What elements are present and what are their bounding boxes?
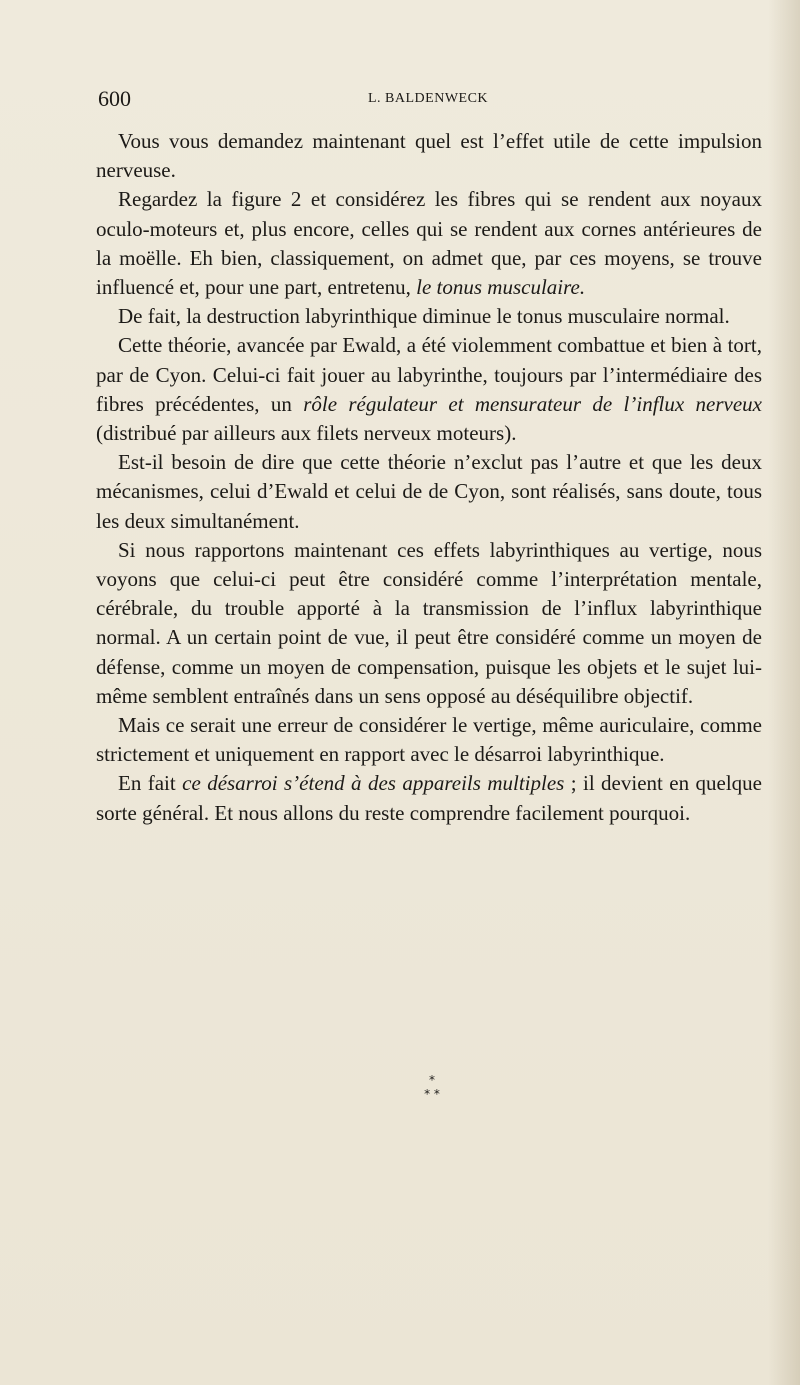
italic-text: ce désarroi s’étend à des appareils multiples — [182, 771, 565, 796]
paragraph — [96, 448, 762, 536]
text-run: (distribué par ailleurs aux filets nerveux moteurs). — [96, 421, 517, 446]
text-run: Est-il besoin de dire que cette théorie n’exclut pas l’autre et que les deux mécanismes, celui d’Ewald et celui de de Cyon, sont réalisés, sans doute, tous les deux simultanément. — [96, 450, 762, 533]
page-header — [98, 86, 770, 116]
section-ornament — [412, 1073, 452, 1101]
page-number: 600 — [98, 86, 131, 111]
body-text — [96, 127, 762, 828]
text-run: Cette théorie, avancée par Ewald, a été violemment combattue et bien à tort, par de Cyon. Celui-ci fait jouer au labyrinthe, toujours par l’intermédiaire des fibres précédentes, un — [96, 333, 762, 416]
text-run: ; il devient en quelque sorte général. Et nous allons du reste comprendre facilement pourquoi. — [96, 771, 762, 825]
ornament-bottom: * * — [424, 1087, 440, 1101]
paragraph — [96, 302, 762, 331]
text-run: Regardez la figure 2 et considérez les fibres qui se rendent aux noyaux oculo-moteurs et, plus encore, celles qui se rendent aux cornes antérieures de la moëlle. Eh bien, classiquement, on admet que, par ces moyens, se trouve influencé et, pour une part, entretenu, — [96, 187, 762, 300]
ornament-top: * — [429, 1073, 435, 1087]
italic-text: le tonus musculaire. — [416, 275, 586, 300]
paragraph — [96, 331, 762, 448]
italic-text: rôle régulateur et mensurateur de l’influx nerveux — [303, 391, 762, 416]
paragraph — [96, 185, 762, 302]
text-run: En fait — [118, 771, 183, 796]
paragraph — [96, 769, 762, 827]
text-run: Vous vous demandez maintenant quel est l’effet utile de cette impulsion nerveuse. — [96, 129, 762, 183]
paragraph — [96, 711, 762, 769]
running-head: L. BALDENWECK — [368, 91, 489, 106]
text-run: Si nous rapportons maintenant ces effets labyrinthiques au vertige, nous voyons que celui-ci peut être considéré comme l’interprétation mentale, cérébrale, du trouble apporté à la transmission de l’influx labyrinthique normal. A un certain point de vue, il peut être considéré comme un moyen de défense, comme un moyen de compensation, puisque les objets et le sujet lui-même semblent entraînés dans un sens opposé au déséquilibre objectif. — [96, 537, 762, 708]
paragraph — [96, 127, 762, 185]
paragraph — [96, 536, 762, 711]
text-run: Mais ce serait une erreur de considérer le vertige, même auriculaire, comme strictement et uniquement en rapport avec le désarroi labyrinthique. — [96, 713, 762, 767]
text-run: De fait, la destruction labyrinthique diminue le tonus musculaire normal. — [118, 304, 730, 329]
